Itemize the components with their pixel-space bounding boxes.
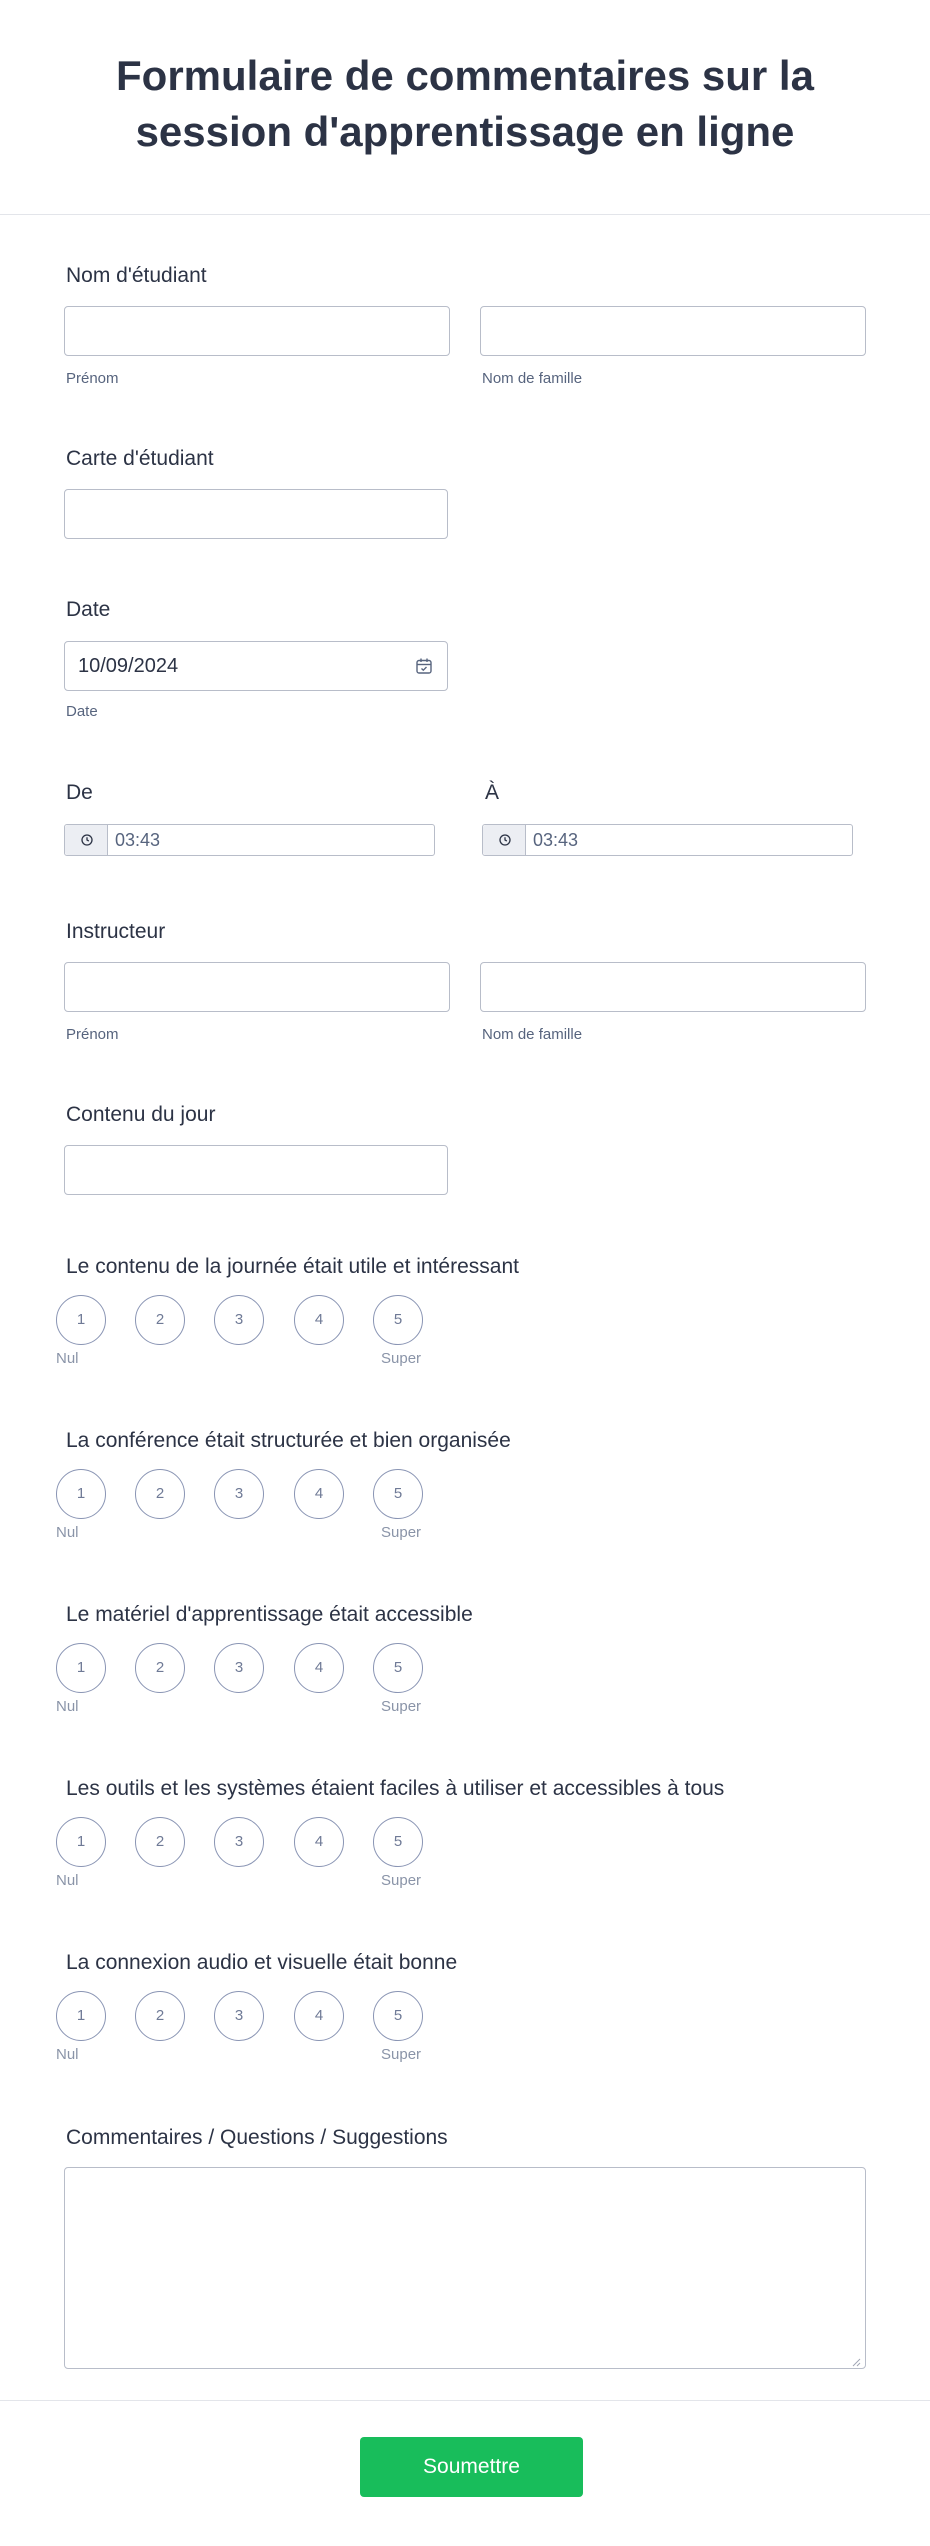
rating-question-label: Les outils et les systèmes étaient faciles à utiliser et accessibles à tous — [66, 1777, 725, 1800]
rating-option-5[interactable]: 5 — [373, 1991, 423, 2041]
rating-option-1[interactable]: 1 — [56, 1469, 106, 1519]
rating-question-label: Le contenu de la journée était utile et intéressant — [66, 1255, 519, 1278]
time-to-input[interactable] — [482, 824, 853, 856]
rating-option-3[interactable]: 3 — [214, 1991, 264, 2041]
instructor-label: Instructeur — [66, 920, 166, 943]
calendar-icon[interactable] — [415, 657, 433, 675]
rating-low-label: Nul — [56, 1350, 79, 1367]
rating-option-3[interactable]: 3 — [214, 1469, 264, 1519]
rating-option-1[interactable]: 1 — [56, 1991, 106, 2041]
rating-question-label: La connexion audio et visuelle était bonne — [66, 1951, 458, 1974]
form-header — [0, 0, 930, 215]
student-name-label: Nom d'étudiant — [66, 264, 207, 287]
rating-option-4[interactable]: 4 — [294, 1295, 344, 1345]
time-from-label: De — [66, 781, 93, 804]
rating-option-4[interactable]: 4 — [294, 1643, 344, 1693]
instructor-last-name-input[interactable] — [480, 962, 866, 1012]
rating-option-1[interactable]: 1 — [56, 1643, 106, 1693]
instructor-first-name-sublabel: Prénom — [66, 1026, 119, 1043]
rating-option-2[interactable]: 2 — [135, 1643, 185, 1693]
rating-option-4[interactable]: 4 — [294, 1991, 344, 2041]
student-last-name-input[interactable] — [480, 306, 866, 356]
rating-low-label: Nul — [56, 1872, 79, 1889]
rating-high-label: Super — [381, 1698, 422, 1715]
time-to-value: 03:43 — [533, 830, 579, 850]
rating-option-2[interactable]: 2 — [135, 1469, 185, 1519]
student-first-name-sublabel: Prénom — [66, 370, 119, 387]
rating-option-3[interactable]: 3 — [214, 1643, 264, 1693]
student-card-label: Carte d'étudiant — [66, 447, 214, 470]
clock-icon — [81, 834, 93, 846]
date-sublabel: Date — [66, 703, 98, 720]
rating-option-5[interactable]: 5 — [373, 1643, 423, 1693]
rating-option-5[interactable]: 5 — [373, 1469, 423, 1519]
resize-grip-icon[interactable] — [851, 2354, 861, 2364]
rating-option-3[interactable]: 3 — [214, 1295, 264, 1345]
rating-option-2[interactable]: 2 — [135, 1295, 185, 1345]
submit-button[interactable]: Soumettre — [360, 2437, 583, 2497]
page-title-line-1: Formulaire de commentaires sur la — [116, 52, 814, 99]
page-title-line-2: session d'apprentissage en ligne — [135, 108, 795, 155]
time-to-clock-button[interactable] — [483, 825, 526, 855]
time-from-input[interactable] — [64, 824, 435, 856]
instructor-first-name-input[interactable] — [64, 962, 450, 1012]
student-first-name-input[interactable] — [64, 306, 450, 356]
rating-high-label: Super — [381, 2046, 422, 2063]
page-title — [0, 48, 930, 160]
time-from-clock-button[interactable] — [65, 825, 108, 855]
date-value: 10/09/2024 — [78, 655, 179, 677]
date-label: Date — [66, 598, 111, 621]
day-content-label: Contenu du jour — [66, 1103, 216, 1126]
date-input[interactable] — [64, 641, 448, 691]
time-from-value: 03:43 — [115, 830, 161, 850]
rating-low-label: Nul — [56, 1698, 79, 1715]
rating-low-label: Nul — [56, 2046, 79, 2063]
rating-low-label: Nul — [56, 1524, 79, 1541]
rating-option-5[interactable]: 5 — [373, 1817, 423, 1867]
rating-option-1[interactable]: 1 — [56, 1817, 106, 1867]
instructor-last-name-sublabel: Nom de famille — [482, 1026, 583, 1043]
rating-option-2[interactable]: 2 — [135, 1817, 185, 1867]
comments-textarea[interactable] — [64, 2167, 866, 2369]
rating-high-label: Super — [381, 1524, 422, 1541]
student-card-input[interactable] — [64, 489, 448, 539]
rating-option-3[interactable]: 3 — [214, 1817, 264, 1867]
rating-question-label: La conférence était structurée et bien organisée — [66, 1429, 511, 1452]
day-content-input[interactable] — [64, 1145, 448, 1195]
student-last-name-sublabel: Nom de famille — [482, 370, 583, 387]
rating-option-2[interactable]: 2 — [135, 1991, 185, 2041]
rating-high-label: Super — [381, 1872, 422, 1889]
rating-high-label: Super — [381, 1350, 422, 1367]
rating-option-1[interactable]: 1 — [56, 1295, 106, 1345]
rating-option-4[interactable]: 4 — [294, 1817, 344, 1867]
rating-option-5[interactable]: 5 — [373, 1295, 423, 1345]
time-to-label: À — [485, 781, 500, 804]
comments-label: Commentaires / Questions / Suggestions — [66, 2126, 448, 2149]
rating-question-label: Le matériel d'apprentissage était accessible — [66, 1603, 473, 1626]
clock-icon — [499, 834, 511, 846]
rating-option-4[interactable]: 4 — [294, 1469, 344, 1519]
